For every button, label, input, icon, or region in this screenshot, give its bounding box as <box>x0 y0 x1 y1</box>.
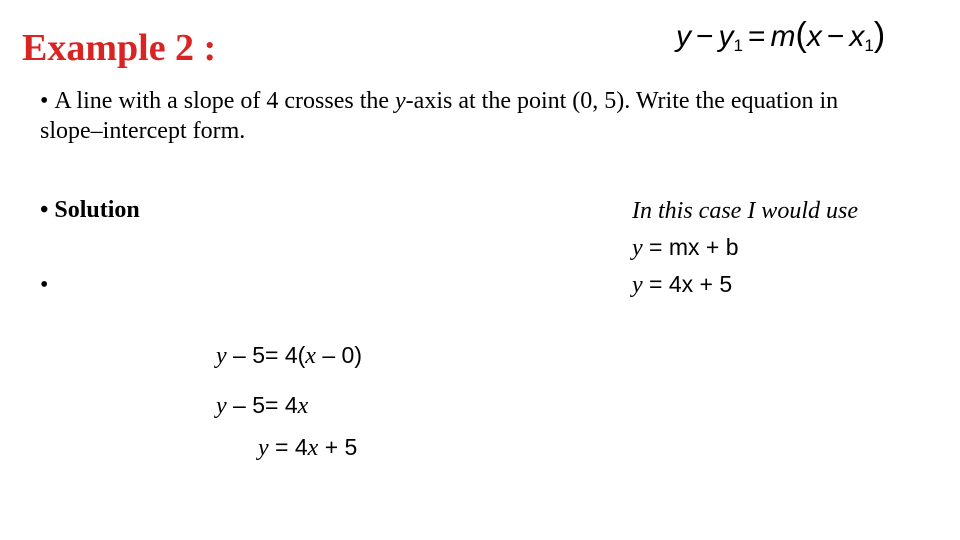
solution-step-1 <box>216 342 362 370</box>
problem-statement <box>40 86 870 146</box>
step-3-text: = 4 <box>268 434 308 460</box>
step-3-var: y <box>258 435 269 461</box>
problem-italic-y: y <box>395 88 406 114</box>
step-1-text2: – 0) <box>315 342 362 368</box>
step-1-var2: x <box>305 343 316 369</box>
side-note <box>632 193 858 303</box>
formula-rparen: ) <box>873 16 886 54</box>
side-note-heading: In this case I would use <box>632 198 858 224</box>
formula-y: y <box>676 20 691 53</box>
formula-minus: − <box>696 20 714 53</box>
side-note-line-1-var: y <box>632 235 643 261</box>
solution-label: Solution <box>54 197 140 223</box>
formula-x: x <box>806 20 822 53</box>
formula-m: m <box>770 20 796 53</box>
solution-bullet: • <box>40 197 49 223</box>
formula-sub1: 1 <box>733 36 743 55</box>
point-slope-formula <box>676 16 885 56</box>
step-1-var: y <box>216 343 227 369</box>
solution-heading <box>40 197 140 224</box>
formula-lparen: ( <box>795 16 807 54</box>
step-2-var2: x <box>297 393 309 419</box>
formula-sub2: 1 <box>864 36 874 55</box>
formula-y1: y <box>718 20 734 53</box>
formula-equals: = <box>748 20 766 53</box>
solution-step-2 <box>216 392 308 420</box>
side-note-line-1-rest: = mx + b <box>642 234 739 260</box>
problem-text-after: -axis at the point (0, 5). Write the equation in slope–intercept form. <box>40 88 839 144</box>
step-3-text2: + 5 <box>318 434 358 460</box>
formula-x1: x <box>849 20 865 53</box>
side-note-line-2-var: y <box>632 272 643 298</box>
slide-title: Example 2 : <box>22 27 217 69</box>
side-note-line-2-rest: = 4x + 5 <box>642 271 733 297</box>
formula-minus2: − <box>826 20 845 53</box>
problem-text-before: A line with a slope of 4 crosses the <box>54 88 396 114</box>
empty-bullet: • <box>40 272 49 298</box>
problem-bullet: • <box>40 88 49 114</box>
step-3-var2: x <box>307 435 319 461</box>
step-2-var: y <box>216 393 227 419</box>
solution-step-3 <box>258 434 357 462</box>
step-1-text: – 5= 4( <box>226 342 306 368</box>
side-note-line-1 <box>632 229 858 266</box>
step-2-text: – 5= 4 <box>226 392 298 418</box>
side-note-line-2 <box>632 266 858 303</box>
